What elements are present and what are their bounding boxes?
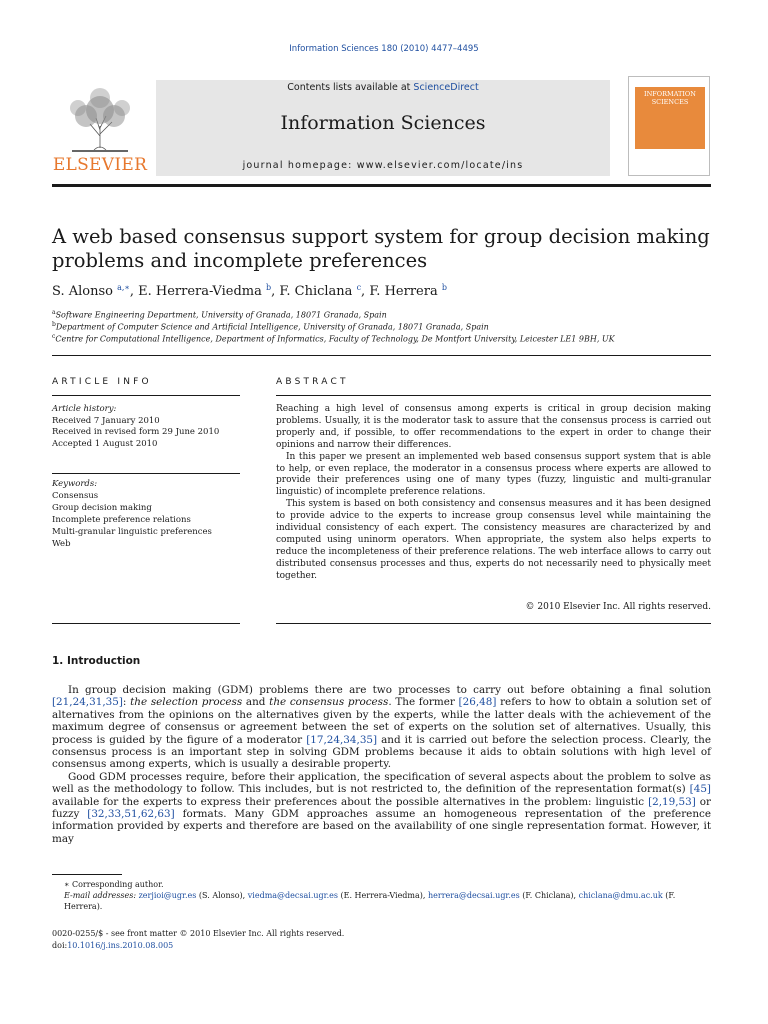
- history-rule: [52, 473, 240, 474]
- author-separator: ,: [271, 284, 280, 299]
- corresponding-author-note: ∗ Corresponding author.: [64, 880, 164, 889]
- footnotes: [52, 879, 711, 912]
- email-label: E-mail addresses:: [64, 891, 139, 900]
- journal-cover-thumbnail[interactable]: [628, 76, 710, 176]
- affiliation-rule: [52, 355, 711, 356]
- email-owner: (F. Chiclana),: [519, 891, 579, 900]
- email-owner: (S. Alonso),: [196, 891, 248, 900]
- body-text: available for the experts to express their preferences about the possible alternatives in the problem: linguistic: [52, 795, 649, 808]
- citation-link[interactable]: [45]: [689, 783, 711, 796]
- copyright-notice: © 2010 Elsevier Inc. All rights reserved.: [525, 602, 711, 612]
- history-item: Accepted 1 August 2010: [52, 438, 158, 449]
- affiliation-b: [52, 321, 712, 332]
- author-affiliation-marker[interactable]: c: [356, 283, 362, 292]
- body-text: Good GDM processes require, before their application, the specification of several aspects about the problem to solve as well as the methodology to follow. This includes, but is not restricted to, the definition of the representation format(s): [52, 770, 711, 796]
- keyword: Consensus: [52, 490, 99, 501]
- history-label: Article history:: [52, 404, 117, 414]
- journal-reference[interactable]: Information Sciences 180 (2010) 4477–4495: [289, 44, 479, 54]
- history-item: Received 7 January 2010: [52, 415, 160, 426]
- abstract-heading: ABSTRACT: [276, 377, 349, 387]
- affiliation-marker: a: [52, 309, 56, 316]
- article-title: A web based consensus support system for group decision making problems and incomplete preferences: [52, 225, 710, 272]
- body-paragraph: [52, 684, 711, 771]
- body-text: . The former: [388, 696, 459, 709]
- contents-line: [156, 82, 610, 93]
- affiliation-text: Department of Computer Science and Artificial Intelligence, University of Granada, 18071 Granada, Spain: [55, 322, 489, 332]
- homepage-url[interactable]: www.elsevier.com/locate/ins: [356, 160, 524, 171]
- affiliation-text: Software Engineering Department, University of Granada, 18071 Granada, Spain: [55, 310, 387, 320]
- history-item: Received in revised form 29 June 2010: [52, 427, 220, 437]
- author-list: [52, 283, 712, 299]
- issn-line: 0020-0255/$ - see front matter © 2010 Elsevier Inc. All rights reserved.: [52, 929, 345, 938]
- author-name: F. Chiclana: [279, 284, 357, 299]
- publisher-name: ELSEVIER: [52, 155, 148, 175]
- doi-line: [52, 940, 711, 952]
- homepage-prefix: journal homepage:: [242, 160, 357, 171]
- cover-title: INFORMATION SCIENCES: [644, 90, 696, 106]
- email-link[interactable]: zerjioi@ugr.es: [138, 891, 197, 900]
- abstract-paragraph: Reaching a high level of consensus among experts is critical in group decision making problems. Usually, it is the moderator task to assure that the consensus process is carried out properly and, if possible, to offer recommendations to the expert in order to change their opinions and narrow their differences.: [276, 404, 711, 450]
- abstract-paragraph: This system is based on both consistency and consensus measures and it has been designed to provide advice to the experts to increase group consensus level while maintaining the individual consistency of each expert. The consistency measures are characterized by and computed using uninorm operators. When appropriate, the system also helps experts to reduce the incompleteness of their preference relations. The web interface allows to carry out distributed consensus processes and thus, experts do not necessarily need to physically meet together.: [276, 499, 711, 581]
- citation-link[interactable]: [17,24,34,35]: [306, 733, 378, 746]
- author-affiliation-marker[interactable]: b: [265, 283, 272, 292]
- citation-link[interactable]: [2,19,53]: [648, 795, 696, 808]
- front-matter: [52, 928, 711, 951]
- email-link[interactable]: herrera@decsai.ugr.es: [427, 891, 520, 900]
- doi-link[interactable]: 10.1016/j.ins.2010.08.005: [67, 940, 174, 950]
- keyword: Group decision making: [52, 502, 152, 513]
- keyword: Web: [52, 538, 71, 549]
- author-affiliation-marker[interactable]: a,∗: [117, 283, 130, 292]
- contents-prefix: Contents lists available at: [287, 82, 414, 93]
- body-text: and it is carried out before the selection process. Clearly, the consensus process is an important step in solving GDM problems because it aids to obtain solutions with high level of consensus among experts, which is usually a desirable property.: [52, 733, 712, 771]
- doi-prefix: doi:: [52, 940, 68, 950]
- article-info-rule: [52, 395, 240, 396]
- email-link[interactable]: viedma@decsai.ugr.es: [247, 891, 338, 900]
- abstract-body: [276, 404, 711, 583]
- email-addresses: [52, 890, 711, 912]
- affiliation-marker: b: [52, 321, 56, 328]
- keyword: Multi-granular linguistic preferences: [52, 526, 212, 537]
- body-text: or fuzzy: [52, 795, 711, 821]
- email-owner: (F. Herrera).: [64, 891, 676, 911]
- header-rule: [52, 184, 711, 187]
- article-info-heading: ARTICLE INFO: [52, 377, 152, 387]
- body-paragraph: [52, 771, 711, 845]
- author-separator: ,: [129, 284, 139, 299]
- emphasis-text: the consensus process: [269, 696, 389, 709]
- affiliation-marker: c: [52, 333, 56, 340]
- author-separator: ,: [361, 284, 370, 299]
- citation-link[interactable]: [32,33,51,62,63]: [87, 808, 175, 821]
- footnote-rule: [52, 874, 122, 875]
- introduction-body: [52, 684, 711, 845]
- author-name: E. Herrera-Viedma: [138, 284, 266, 299]
- body-text: formats. Many GDM approaches assume an homogeneous representation of the preference information provided by experts and therefore are based on the availability of one single representation format. However, it may: [52, 808, 711, 845]
- affiliation-text: Centre for Computational Intelligence, Department of Informatics, Faculty of Technology, De Montfort University, Leicester LE1 9BH, UK: [55, 334, 615, 344]
- body-text: refers to how to obtain a solution set of alternatives from the opinions on the alternatives given by the experts, while the latter deals with the achievement of the maximum degree of consensus or agreement between the set of experts on the solution set of alternatives. Usually, this process is guided by the figure of a moderator: [52, 696, 711, 746]
- section-heading: 1. Introduction: [52, 655, 141, 667]
- author-name: F. Herrera: [369, 284, 442, 299]
- citation-link[interactable]: [26,48]: [458, 696, 497, 709]
- abstract-paragraph: In this paper we present an implemented web based consensus support system that is able to help, or even replace, the moderator in a consensus process where experts are allowed to provide their preferences using one of many types (fuzzy, linguistic and multi-granular linguistic) of incomplete preference relations.: [276, 451, 711, 498]
- sciencedirect-link[interactable]: ScienceDirect: [413, 82, 479, 93]
- body-text: In group decision making (GDM) problems there are two processes to carry out before obtaining a final solution: [68, 684, 711, 696]
- email-link[interactable]: chiclana@dmu.ac.uk: [578, 891, 663, 900]
- citation-link[interactable]: [21,24,31,35]: [52, 696, 123, 709]
- body-text: and: [242, 696, 270, 709]
- keyword: Incomplete preference relations: [52, 514, 191, 525]
- emphasis-text: the selection process: [130, 696, 243, 709]
- author-name: S. Alonso: [52, 284, 118, 299]
- keywords-label: Keywords:: [52, 479, 98, 489]
- affiliation-a: [52, 309, 712, 320]
- body-text: :: [122, 696, 131, 709]
- journal-homepage: [156, 160, 610, 171]
- email-owner: (E. Herrera-Viedma),: [337, 891, 428, 900]
- author-affiliation-marker[interactable]: b: [441, 283, 447, 292]
- keywords: [52, 479, 240, 550]
- journal-title: Information Sciences: [280, 112, 486, 134]
- article-info-bottom-rule: [52, 623, 240, 624]
- article-history: [52, 404, 240, 450]
- affiliation-c: [52, 333, 712, 344]
- abstract-rule: [276, 395, 711, 396]
- abstract-bottom-rule: [276, 623, 711, 624]
